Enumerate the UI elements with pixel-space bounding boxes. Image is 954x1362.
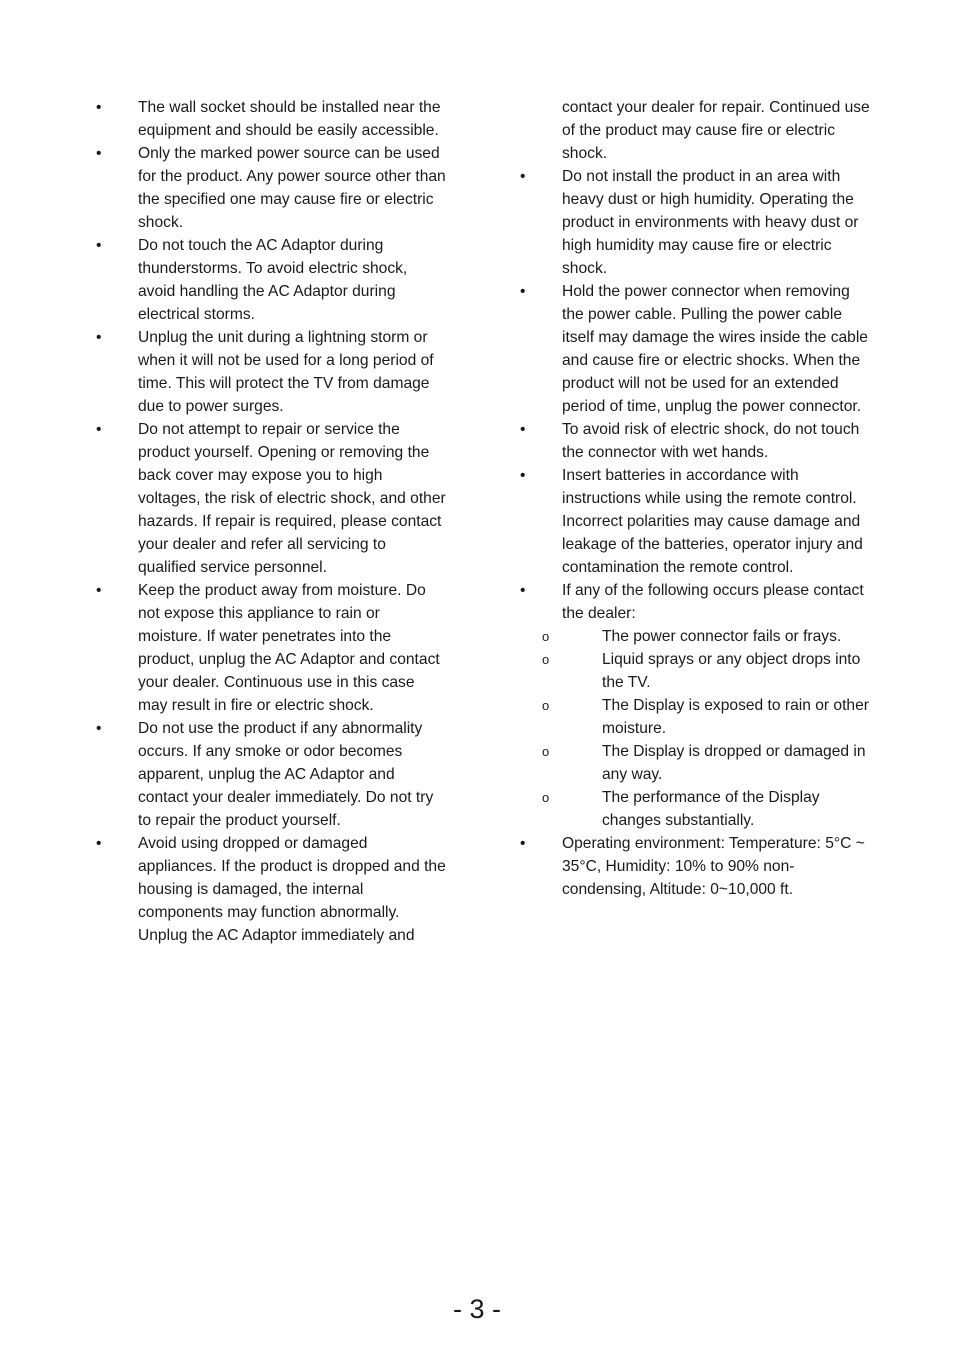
- circle-bullet-icon: o: [542, 744, 550, 759]
- list-item-text: Do not install the product in an area with heavy dust or high humidity. Operating the product in environments with heavy dust or high humidity may cause fire or electric shock.: [562, 168, 859, 277]
- list-item-text: Liquid sprays or any object drops into the TV.: [602, 651, 861, 691]
- bullet-icon: •: [96, 329, 102, 346]
- list-item: [520, 464, 872, 579]
- list-item: [520, 832, 872, 901]
- list-item-text: Do not touch the AC Adaptor during thunderstorms. To avoid electric shock, avoid handling the AC Adaptor during electrical storms.: [138, 237, 408, 323]
- list-item-text: The performance of the Display changes substantially.: [602, 789, 820, 829]
- list-item-continuation: [520, 96, 872, 165]
- right-bullet-list-end: [520, 832, 872, 901]
- circle-bullet-icon: o: [542, 629, 550, 644]
- sub-list-item: [520, 740, 872, 786]
- list-item-text: If any of the following occurs please contact the dealer:: [562, 582, 864, 622]
- list-item-text: Do not use the product if any abnormality occurs. If any smoke or odor becomes apparent, unplug the AC Adaptor and contact your dealer immediately. Do not try to repair the product yourself.: [138, 720, 434, 829]
- page-number: - 3 -: [452, 1294, 501, 1324]
- circle-bullet-icon: o: [542, 698, 550, 713]
- bullet-icon: •: [520, 283, 526, 300]
- list-item: [96, 579, 446, 717]
- list-item-text: Do not attempt to repair or service the product yourself. Opening or removing the back cover may expose you to high voltages, the risk of electric shock, and other hazards. If repair is required, please contact your dealer and refer all servicing to qualified service personnel.: [138, 421, 446, 576]
- bullet-icon: •: [520, 421, 526, 438]
- list-item: [96, 418, 446, 579]
- list-item-text: The Display is dropped or damaged in any way.: [602, 743, 866, 783]
- bullet-icon: •: [96, 421, 102, 438]
- bullet-icon: •: [520, 835, 526, 852]
- bullet-icon: •: [96, 835, 102, 852]
- bullet-icon: •: [96, 582, 102, 599]
- list-item-text: Operating environment: Temperature: 5°C ~ 35°C, Humidity: 10% to 90% non-condensing, Altitude: 0~10,000 ft.: [562, 835, 865, 898]
- list-item-text: Keep the product away from moisture. Do not expose this appliance to rain or moisture. If water penetrates into the product, unplug the AC Adaptor and contact your dealer. Continuous use in this case may result in fire or electric shock.: [138, 582, 440, 714]
- list-item-text: Unplug the unit during a lightning storm or when it will not be used for a long period of time. This will protect the TV from damage due to power surges.: [138, 329, 434, 415]
- circle-bullet-icon: o: [542, 790, 550, 805]
- list-item-text: The power connector fails or frays.: [602, 628, 842, 645]
- sub-list-item: [520, 625, 872, 648]
- right-bullet-list: [520, 96, 872, 625]
- list-item-text: Hold the power connector when removing the power cable. Pulling the power cable itself may damage the wires inside the cable and cause fire or electric shocks. When the product will not be used for an extended period of time, unplug the power connector.: [562, 283, 868, 415]
- list-item-text: To avoid risk of electric shock, do not touch the connector with wet hands.: [562, 421, 860, 461]
- circle-bullet-icon: o: [542, 652, 550, 667]
- sub-list-item: [520, 648, 872, 694]
- list-item: [96, 234, 446, 326]
- list-item: [96, 96, 446, 142]
- list-item: [96, 832, 446, 947]
- bullet-icon: •: [96, 99, 102, 116]
- sub-list-item: [520, 694, 872, 740]
- list-item: [520, 165, 872, 280]
- bullet-icon: •: [96, 237, 102, 254]
- bullet-icon: •: [96, 720, 102, 737]
- list-item-text: The wall socket should be installed near the equipment and should be easily accessible.: [138, 99, 441, 139]
- bullet-icon: •: [520, 168, 526, 185]
- left-column: [96, 96, 446, 947]
- list-item: [96, 326, 446, 418]
- sub-list-item: [520, 786, 872, 832]
- list-item: [96, 142, 446, 234]
- list-item: [520, 579, 872, 625]
- bullet-icon: •: [96, 145, 102, 162]
- left-bullet-list: [96, 96, 446, 947]
- bullet-icon: •: [520, 582, 526, 599]
- list-item-text: contact your dealer for repair. Continued use of the product may cause fire or electric shock.: [562, 99, 870, 162]
- list-item: [520, 280, 872, 418]
- list-item-text: The Display is exposed to rain or other moisture.: [602, 697, 869, 737]
- list-item: [520, 418, 872, 464]
- bullet-icon: •: [520, 467, 526, 484]
- sub-bullet-list: [520, 625, 872, 832]
- list-item: [96, 717, 446, 832]
- list-item-text: Only the marked power source can be used for the product. Any power source other than the specified one may cause fire or electric shock.: [138, 145, 446, 231]
- right-column: [520, 96, 872, 901]
- list-item-text: Avoid using dropped or damaged appliances. If the product is dropped and the housing is damaged, the internal components may function abnormally. Unplug the AC Adaptor immediately and: [138, 835, 446, 944]
- list-item-text: Insert batteries in accordance with instructions while using the remote control. Incorrect polarities may cause damage and leakage of the batteries, operator injury and contamination the remote control.: [562, 467, 863, 576]
